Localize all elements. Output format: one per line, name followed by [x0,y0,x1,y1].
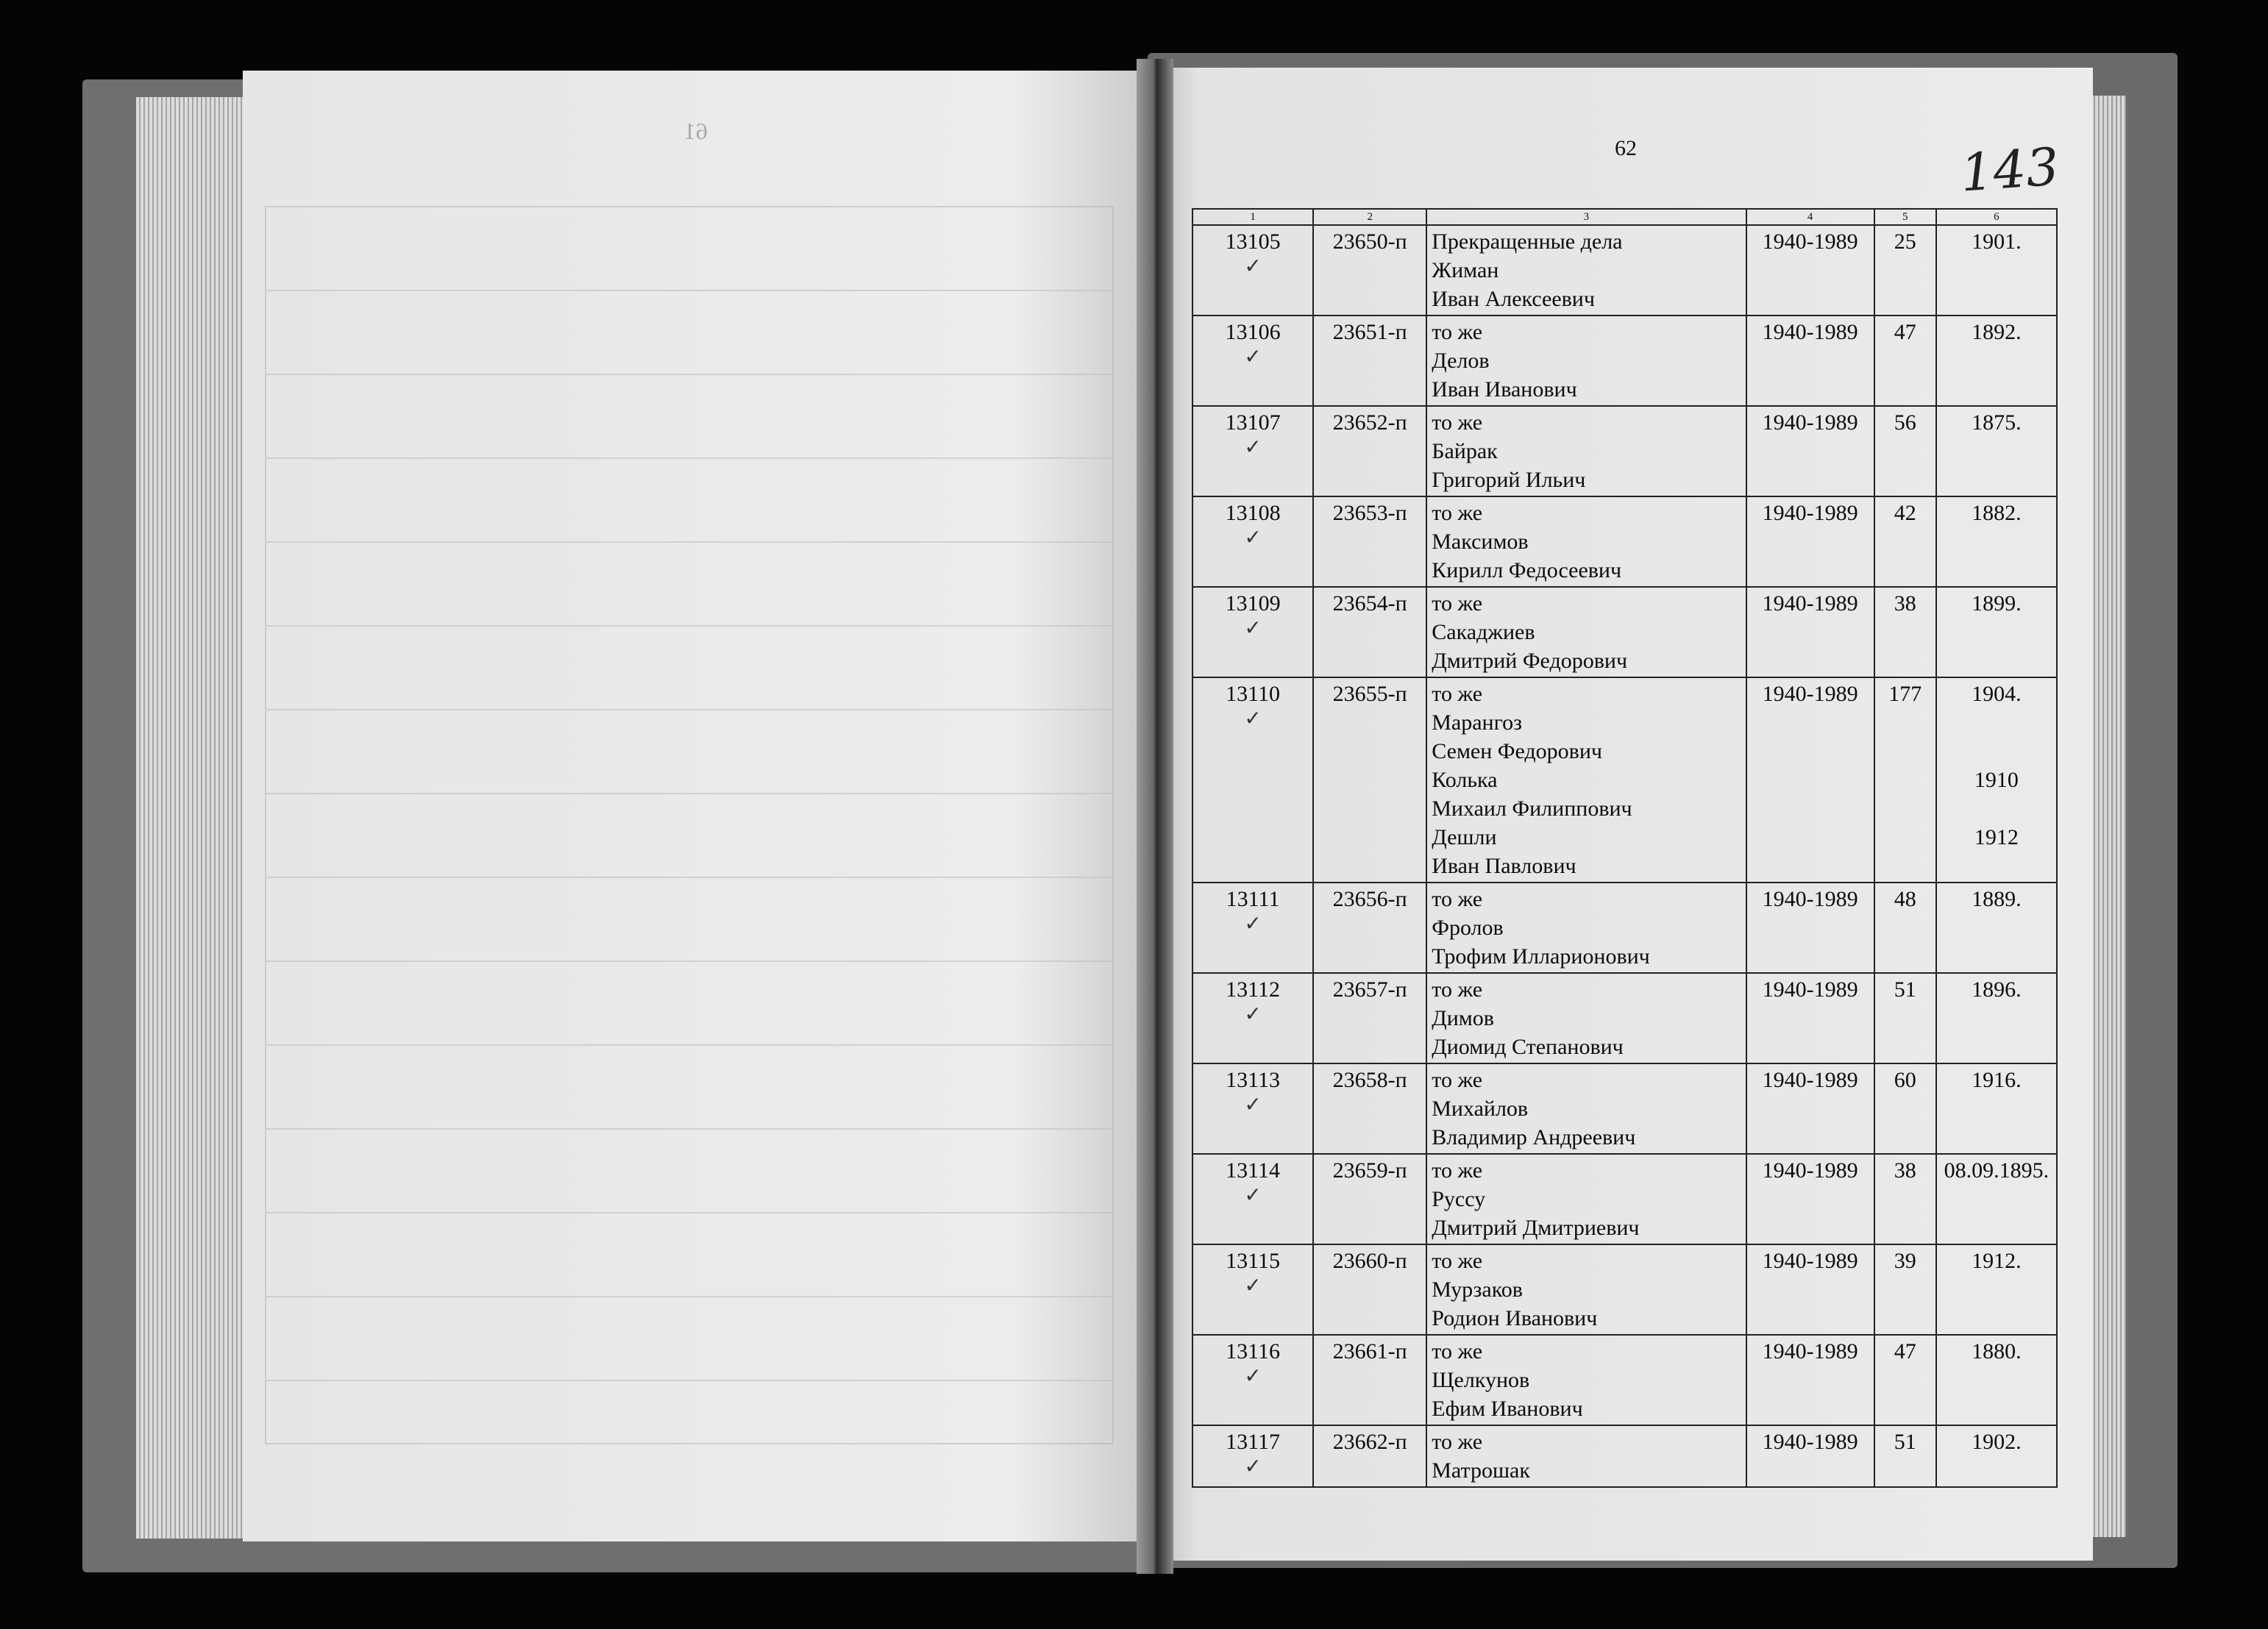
record-number: 13106 [1225,320,1281,344]
record-number: 13113 [1226,1068,1280,1092]
case-title-line: Семен Федорович [1432,739,1602,763]
years-cell [1746,406,1874,496]
case-title-line: то же [1432,1430,1483,1454]
case-id: 23657-п [1332,977,1407,1002]
case-title-line: Владимир Андреевич [1432,1125,1636,1149]
checkmark-icon: ✓ [1244,1183,1262,1207]
case-title-cell [1426,1154,1746,1244]
column-number: 1 [1192,209,1313,225]
years-cell [1746,1154,1874,1244]
case-id: 23660-п [1332,1249,1407,1273]
birth-date-cell [1936,225,2057,316]
birth-date-cell [1936,496,2057,587]
record-number-cell [1192,1244,1313,1335]
case-id: 23651-п [1332,320,1407,344]
case-title-line: Михаил Филиппович [1432,796,1632,821]
column-number: 3 [1426,209,1746,225]
table-row [1192,406,2057,496]
case-id: 23652-п [1332,410,1407,435]
table-row [1192,883,2057,973]
birth-date: 1880. [1972,1339,2022,1364]
table-row [1192,587,2057,677]
checkmark-icon: ✓ [1244,525,1262,549]
case-id: 23654-п [1332,591,1407,616]
column-number: 6 [1936,209,2057,225]
case-title-line: Матрошак [1432,1458,1530,1483]
birth-date-cell [1936,1425,2057,1487]
checkmark-icon: ✓ [1244,1273,1262,1297]
case-id-cell [1313,1425,1426,1487]
case-id-cell [1313,225,1426,316]
years-cell [1746,973,1874,1063]
table-row [1192,225,2057,316]
case-title-cell [1426,883,1746,973]
case-title-line: то же [1432,1068,1483,1092]
table-row [1192,1244,2057,1335]
sheet-count: 177 [1888,682,1922,706]
case-title-line: Мурзаков [1432,1277,1523,1302]
table-row [1192,973,2057,1063]
checkmark-icon: ✓ [1244,1454,1262,1478]
sheet-count: 51 [1894,1430,1916,1454]
case-title-line: Дмитрий Дмитриевич [1432,1216,1640,1240]
record-number: 13116 [1226,1339,1280,1364]
years-cell [1746,496,1874,587]
years-range: 1940-1989 [1762,320,1858,344]
register-table [1192,208,2058,1488]
case-title-line: Иван Алексеевич [1432,287,1595,311]
case-id: 23661-п [1332,1339,1407,1364]
case-id-cell [1313,1154,1426,1244]
birth-date-cell [1936,1154,2057,1244]
case-title-line: то же [1432,320,1483,344]
birth-date [1941,708,2052,737]
case-title-line: то же [1432,591,1483,616]
years-range: 1940-1989 [1762,977,1858,1002]
years-range: 1940-1989 [1762,1430,1858,1454]
case-title-line: Прекращенные дела [1432,229,1623,254]
case-title-line: Кирилл Федосеевич [1432,558,1622,582]
birth-date-cell [1936,1063,2057,1154]
checkmark-icon: ✓ [1244,1092,1262,1116]
sheet-count-cell [1874,1154,1936,1244]
checkmark-icon: ✓ [1244,706,1262,730]
birth-date: 1904. [1972,682,2022,706]
case-title-line: Байрак [1432,439,1498,463]
sheet-count: 56 [1894,410,1916,435]
birth-date: 1882. [1972,501,2022,525]
record-number: 13111 [1226,887,1280,911]
case-id-cell [1313,406,1426,496]
case-id-cell [1313,1063,1426,1154]
record-number-cell [1192,316,1313,406]
case-title-line: то же [1432,410,1483,435]
case-id: 23658-п [1332,1068,1407,1092]
record-number: 13108 [1225,501,1281,525]
sheet-count-cell [1874,1063,1936,1154]
record-number: 13115 [1226,1249,1280,1273]
case-title-cell [1426,225,1746,316]
case-id: 23650-п [1332,229,1407,254]
years-cell [1746,316,1874,406]
years-cell [1746,587,1874,677]
years-range: 1940-1989 [1762,501,1858,525]
book-gutter [1137,59,1173,1574]
case-id: 23655-п [1332,682,1407,706]
left-page-faded-table [265,206,1114,1444]
years-cell [1746,1425,1874,1487]
years-cell [1746,677,1874,883]
case-id-cell [1313,316,1426,406]
years-range: 1940-1989 [1762,682,1858,706]
table-row [1192,1063,2057,1154]
record-number-cell [1192,1335,1313,1425]
case-title-line: Жиман [1432,258,1499,282]
record-number: 13110 [1226,682,1280,706]
record-number-cell [1192,973,1313,1063]
case-title-line: Димов [1432,1006,1494,1030]
case-title-cell [1426,973,1746,1063]
years-range: 1940-1989 [1762,887,1858,911]
birth-date: 1912. [1972,1249,2022,1273]
record-number: 13114 [1226,1158,1280,1183]
sheet-count-cell [1874,973,1936,1063]
record-number: 13117 [1226,1430,1280,1454]
case-title-line: Делов [1432,349,1490,373]
sheet-count-cell [1874,496,1936,587]
birth-date-cell [1936,587,2057,677]
case-title-line: Ефим Иванович [1432,1397,1583,1421]
birth-date: 1916. [1972,1068,2022,1092]
case-title-line: Григорий Ильич [1432,468,1586,492]
birth-date [1941,794,2052,823]
sheet-count: 42 [1894,501,1916,525]
record-number-cell [1192,496,1313,587]
record-number-cell [1192,225,1313,316]
sheet-count-cell [1874,1244,1936,1335]
years-range: 1940-1989 [1762,1249,1858,1273]
column-number: 4 [1746,209,1874,225]
birth-date-cell [1936,406,2057,496]
birth-date-cell [1936,677,2057,883]
birth-date-cell [1936,973,2057,1063]
page-edges-left [136,97,246,1539]
sheet-count-cell [1874,677,1936,883]
record-number-cell [1192,1425,1313,1487]
case-title-line: Родион Иванович [1432,1306,1598,1330]
birth-date: 1912 [1974,825,2019,849]
case-title-line: Диомид Степанович [1432,1035,1624,1059]
sheet-count-cell [1874,406,1936,496]
case-title-line: Щелкунов [1432,1368,1530,1392]
case-title-line: то же [1432,1158,1483,1183]
case-id: 23656-п [1332,887,1407,911]
sheet-count: 38 [1894,1158,1916,1183]
sheet-count-cell [1874,587,1936,677]
checkmark-icon: ✓ [1244,1002,1262,1026]
sheet-count: 47 [1894,320,1916,344]
years-cell [1746,225,1874,316]
sheet-count: 51 [1894,977,1916,1002]
case-title-line: то же [1432,977,1483,1002]
birth-date: 1892. [1972,320,2022,344]
sheet-count-cell [1874,883,1936,973]
checkmark-icon: ✓ [1244,911,1262,935]
years-range: 1940-1989 [1762,1158,1858,1183]
case-id-cell [1313,973,1426,1063]
checkmark-icon: ✓ [1244,435,1262,459]
birth-date-cell [1936,1335,2057,1425]
table-row [1192,496,2057,587]
column-number: 5 [1874,209,1936,225]
case-title-line: Михайлов [1432,1097,1529,1121]
case-title-cell [1426,1244,1746,1335]
case-title-cell [1426,587,1746,677]
record-number-cell [1192,883,1313,973]
case-title-line: Колька [1432,768,1498,792]
case-title-line: Марангоз [1432,710,1523,735]
case-title-line: Дмитрий Федорович [1432,649,1628,673]
case-title-line: то же [1432,887,1483,911]
birth-date: 1899. [1972,591,2022,616]
case-title-cell [1426,316,1746,406]
years-range: 1940-1989 [1762,410,1858,435]
sheet-count: 38 [1894,591,1916,616]
sheet-count-cell [1874,316,1936,406]
checkmark-icon: ✓ [1244,344,1262,368]
case-title-line: Трофим Илларионович [1432,944,1650,969]
sheet-count: 47 [1894,1339,1916,1364]
table-row [1192,316,2057,406]
record-number-cell [1192,1154,1313,1244]
case-id-cell [1313,587,1426,677]
years-cell [1746,1335,1874,1425]
page-number: 62 [1615,136,1637,160]
years-cell [1746,883,1874,973]
left-page-number: 61 [684,118,708,144]
birth-date: 1896. [1972,977,2022,1002]
case-id-cell [1313,1244,1426,1335]
birth-date: 1875. [1972,410,2022,435]
years-range: 1940-1989 [1762,591,1858,616]
case-title-cell [1426,406,1746,496]
case-title-cell [1426,1335,1746,1425]
case-title-line: то же [1432,1249,1483,1273]
years-range: 1940-1989 [1762,1339,1858,1364]
checkmark-icon: ✓ [1244,254,1262,278]
case-title-line: Дешли [1432,825,1497,849]
table-row [1192,1154,2057,1244]
birth-date [1941,737,2052,766]
case-id: 23659-п [1332,1158,1407,1183]
table-row [1192,1335,2057,1425]
sheet-count-cell [1874,225,1936,316]
case-id: 23653-п [1332,501,1407,525]
record-number-cell [1192,587,1313,677]
checkmark-icon: ✓ [1244,616,1262,640]
case-title-line: Фролов [1432,916,1504,940]
case-title-line: Максимов [1432,530,1529,554]
table-row [1192,677,2057,883]
sheet-count: 39 [1894,1249,1916,1273]
case-title-cell [1426,677,1746,883]
years-cell [1746,1244,1874,1335]
case-title-line: то же [1432,682,1483,706]
case-title-line: Иван Иванович [1432,377,1577,402]
years-cell [1746,1063,1874,1154]
sheet-count: 25 [1894,229,1916,254]
birth-date: 1901. [1972,229,2022,254]
case-id-cell [1313,883,1426,973]
birth-date-cell [1936,316,2057,406]
case-id-cell [1313,1335,1426,1425]
sheet-count-cell [1874,1425,1936,1487]
record-number: 13105 [1225,229,1281,254]
sheet-count: 60 [1894,1068,1916,1092]
case-id-cell [1313,496,1426,587]
birth-date-cell [1936,1244,2057,1335]
case-id: 23662-п [1332,1430,1407,1454]
case-title-line: то же [1432,501,1483,525]
record-number-cell [1192,406,1313,496]
case-title-line: Сакаджиев [1432,620,1535,644]
birth-date: 1889. [1972,887,2022,911]
sheet-count: 48 [1894,887,1916,911]
case-title-cell [1426,496,1746,587]
handwritten-folio-number: 143 [1958,136,2061,204]
record-number: 13109 [1225,591,1281,616]
birth-date: 1902. [1972,1430,2022,1454]
record-number: 13107 [1225,410,1281,435]
column-number-row [1192,209,2057,225]
birth-date: 08.09.1895. [1944,1158,2050,1183]
case-title-cell [1426,1063,1746,1154]
sheet-count-cell [1874,1335,1936,1425]
case-title-cell [1426,1425,1746,1487]
table-row [1192,1425,2057,1487]
record-number-cell [1192,677,1313,883]
case-title-line: то же [1432,1339,1483,1364]
years-range: 1940-1989 [1762,1068,1858,1092]
column-number: 2 [1313,209,1426,225]
case-title-line: Иван Павлович [1432,854,1576,878]
birth-date: 1910 [1974,768,2019,792]
checkmark-icon: ✓ [1244,1364,1262,1388]
case-title-line: Руссу [1432,1187,1486,1211]
case-id-cell [1313,677,1426,883]
record-number-cell [1192,1063,1313,1154]
record-number: 13112 [1226,977,1280,1002]
birth-date-cell [1936,883,2057,973]
years-range: 1940-1989 [1762,229,1858,254]
